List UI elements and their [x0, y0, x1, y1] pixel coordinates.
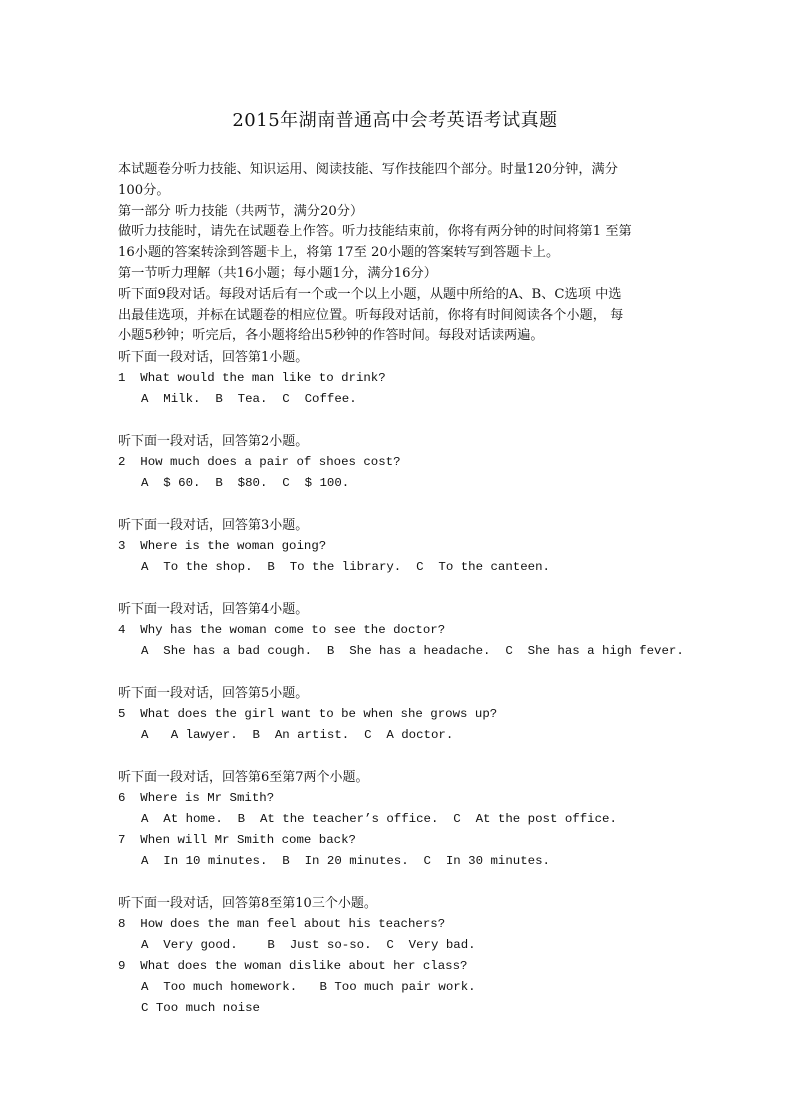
question-text: 3 Where is the woman going? [118, 539, 327, 553]
question-text: 7 When will Mr Smith come back? [118, 833, 356, 847]
spacer [118, 662, 678, 683]
question-list [118, 347, 684, 1019]
subsection-heading: 第一节听力理解（共16小题；每小题1分，满分16分） [118, 265, 437, 281]
spacer [118, 872, 678, 893]
instruction-line: 做听力技能时，请先在试题卷上作答。听力技能结束前，你将有两分钟的时间将第1 至第 [118, 224, 632, 240]
instruction-line: 出最佳选项，并标在试题卷的相应位置。听每段对话前，你将有时间阅读各个小题， 每 [118, 307, 624, 323]
spacer [118, 494, 678, 515]
instruction-line: 16小题的答案转涂到答题卡上，将第 17至 20小题的答案转写到答题卡上。 [118, 245, 560, 261]
question-group [118, 767, 678, 872]
answer-options: A Very good. B Just so-so. C Very bad. [141, 938, 476, 952]
answer-options: C Too much noise [141, 1001, 260, 1015]
question-text: 9 What does the woman dislike about her class? [118, 959, 468, 973]
instructions-block [118, 160, 678, 347]
instruction-line: 听下面9段对话。每段对话后有一个或一个以上小题，从题中所给的A、B、C选项 中选 [118, 286, 622, 302]
question-group [118, 683, 678, 746]
group-instruction: 听下面一段对话，回答第2小题。 [118, 434, 309, 449]
question-text: 5 What does the girl want to be when she grows up? [118, 707, 498, 721]
spacer [118, 746, 678, 767]
group-instruction: 听下面一段对话，回答第8至第10三个小题。 [118, 896, 377, 911]
question-group [118, 431, 678, 494]
question-text: 1 What would the man like to drink? [118, 371, 386, 385]
question-text: 2 How much does a pair of shoes cost? [118, 455, 401, 469]
question-group [118, 893, 678, 1019]
answer-options: A A lawyer. B An artist. C A doctor. [141, 728, 454, 742]
group-instruction: 听下面一段对话，回答第1小题。 [118, 350, 309, 365]
question-group [118, 347, 678, 410]
instruction-line: 100分。 [118, 182, 170, 198]
answer-options: A To the shop. B To the library. C To the canteen. [141, 560, 550, 574]
question-text: 4 Why has the woman come to see the doctor? [118, 623, 446, 637]
instruction-line: 小题5秒钟；听完后，各小题将给出5秒钟的作答时间。每段对话读两遍。 [118, 328, 544, 344]
spacer [118, 410, 678, 431]
answer-options: A $ 60. B $80. C $ 100. [141, 476, 350, 490]
group-instruction: 听下面一段对话，回答第3小题。 [118, 518, 309, 533]
group-instruction: 听下面一段对话，回答第4小题。 [118, 602, 309, 617]
instruction-line: 本试题卷分听力技能、知识运用、阅读技能、写作技能四个部分。时量120分钟，满分 [118, 162, 618, 177]
answer-options: A In 10 minutes. B In 20 minutes. C In 30 minutes. [141, 854, 550, 868]
question-group [118, 599, 684, 662]
spacer [118, 578, 678, 599]
exam-title: 2015年湖南普通高中会考英语考试真题 [232, 110, 558, 131]
answer-options: A At home. B At the teacher’s office. C At the post office. [141, 812, 617, 826]
group-instruction: 听下面一段对话，回答第5小题。 [118, 686, 309, 701]
question-group [118, 515, 678, 578]
question-text: 6 Where is Mr Smith? [118, 791, 275, 805]
answer-options: A She has a bad cough. B She has a headache. C She has a high fever. [141, 644, 684, 658]
section-heading: 第一部分 听力技能（共两节，满分20分） [118, 203, 364, 219]
answer-options: A Milk. B Tea. C Coffee. [141, 392, 357, 406]
answer-options: A Too much homework. B Too much pair work. [141, 980, 476, 994]
question-text: 8 How does the man feel about his teachers? [118, 917, 446, 931]
group-instruction: 听下面一段对话，回答第6至第7两个小题。 [118, 770, 369, 785]
